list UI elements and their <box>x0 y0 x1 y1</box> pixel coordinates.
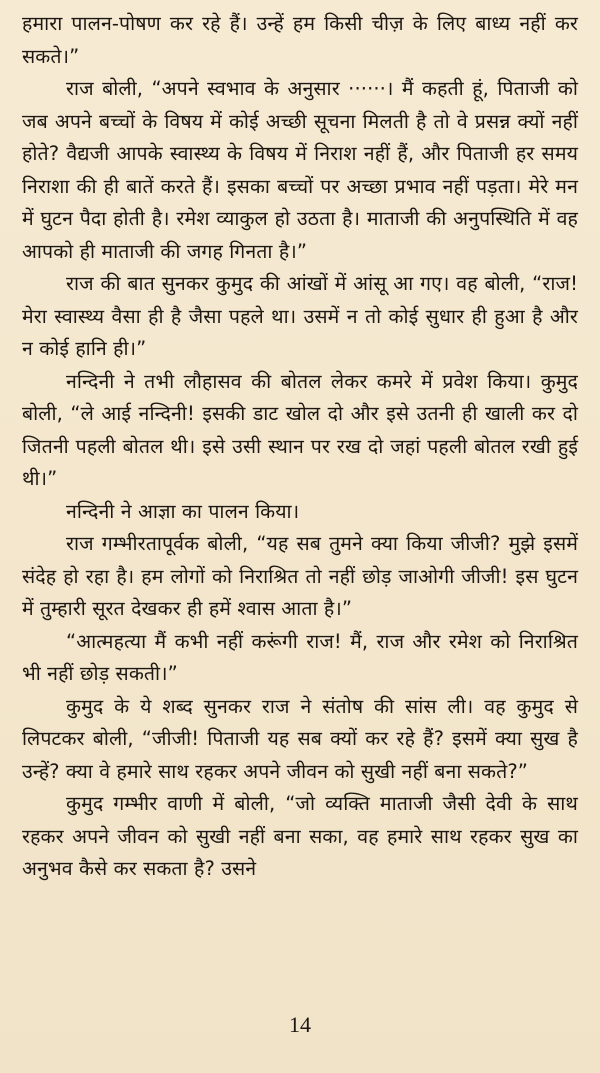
paragraph-1: हमारा पालन-पोषण कर रहे हैं। उन्हें हम किसी चीज़ के लिए बाध्य नहीं कर सकते।” <box>22 12 578 68</box>
paragraph-6: राज गम्भीरतापूर्वक बोली, “यह सब तुमने क्या किया जीजी? मुझे इसमें संदेह हो रहा है। हम लोगों को निराश्रित तो नहीं छोड़ जाओगी जीजी! इस घुटन में तुम्हारी सूरत देखकर ही हमें श्वास आता है।” <box>22 532 578 620</box>
paragraph-7: “आत्महत्या मैं कभी नहीं करूंगी राज! मैं, राज और रमेश को निराश्रित भी नहीं छोड़ सकती।” <box>22 629 578 685</box>
paragraph-5: नन्दिनी ने आज्ञा का पालन किया। <box>66 499 300 523</box>
paragraph-8: कुमुद के ये शब्द सुनकर राज ने संतोष की सांस ली। वह कुमुद से लिपटकर बोली, “जीजी! पिताजी यह सब क्यों कर रहे हैं? इसमें क्या सुख है उन्हें? क्या वे हमारे साथ रहकर अपने जीवन को सुखी नहीं बना सकते?” <box>22 694 578 783</box>
page-number: 14 <box>289 1012 311 1037</box>
paragraph-9: कुमुद गम्भीर वाणी में बोली, “जो व्यक्ति माताजी जैसी देवी के साथ रहकर अपने जीवन को सुखी नहीं बना सका, वह हमारे साथ रहकर सुख का अनुभव कैसे कर सकता है? उसने <box>22 792 578 880</box>
paragraph-4: नन्दिनी ने तभी लौहासव की बोतल लेकर कमरे में प्रवेश किया। कुमुद बोली, “ले आई नन्दिनी! इसकी डाट खोल दो और इसे उतनी ही खाली कर दो जितनी पहली बोतल थी। इसे उसी स्थान पर रख दो जहां पहली बोतल रखी हुई थी।” <box>22 369 578 490</box>
paragraph-3: राज की बात सुनकर कुमुद की आंखों में आंसू आ गए। वह बोली, “राज! मेरा स्वास्थ्य वैसा ही है जैसा पहले था। उसमें न तो कोई सुधार ही हुआ है और न कोई हानि ही।” <box>22 272 578 360</box>
paragraph-2: राज बोली, “अपने स्वभाव के अनुसार ······। मैं कहती हूं, पिताजी को जब अपने बच्चों के विषय में कोई अच्छी सूचना मिलती है तो वे प्रसन्न क्यों नहीं होते? वैद्यजी आपके स्वास्थ्य के विषय में निराश नहीं हैं, और पिताजी हर समय निराशा की ही बातें करते हैं। इसका बच्चों पर अच्छा प्रभाव नहीं पड़ता। मेरे मन में घुटन पैदा होती है। रमेश व्याकुल हो उठता है। माताजी की अनुपस्थिति में वह आपको ही माताजी की जगह गिनता है।” <box>22 77 578 263</box>
